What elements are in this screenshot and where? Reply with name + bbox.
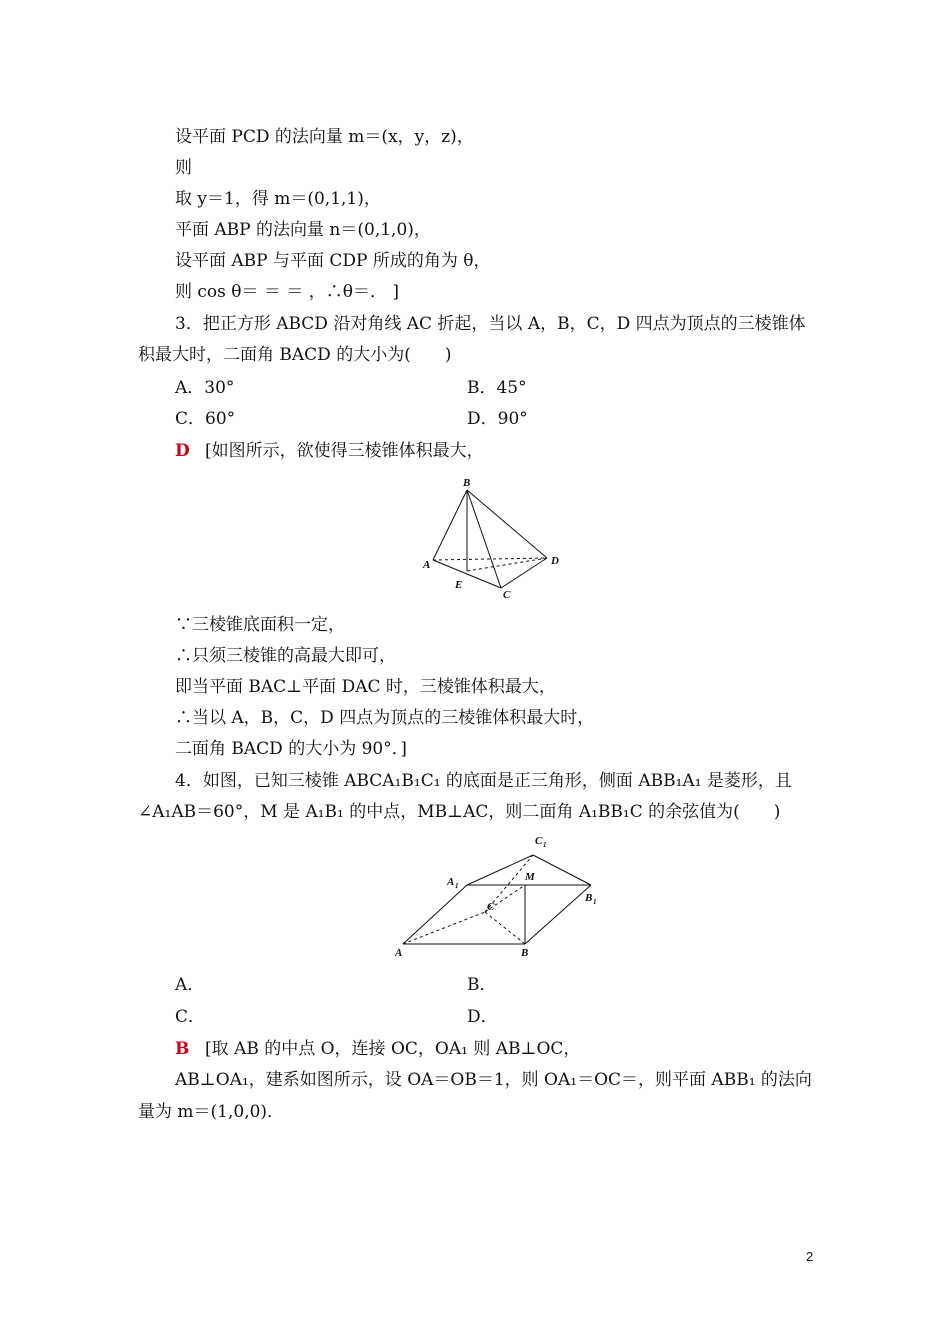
option-a: A．	[175, 975, 205, 995]
question-4-line-2: ∠A₁AB＝60°，M 是 A₁B₁ 的中点，MB⊥AC，则二面角 A₁BB₁C 的余弦值为( )	[138, 802, 781, 822]
label-b1: B	[585, 892, 593, 904]
label-e: E	[455, 579, 463, 591]
label-a1: A	[447, 876, 455, 888]
label-b: B	[521, 947, 529, 959]
pyramid-figure	[415, 474, 565, 602]
text-line: 设平面 PCD 的法向量 m＝(x，y，z)，	[175, 127, 474, 147]
label-a: A	[423, 559, 431, 571]
option-d: D．90°	[467, 409, 528, 429]
question-4-line-1: 4．如图，已知三棱锥 ABCA₁B₁C₁ 的底面是正三角形，侧面 ABB₁A₁ 是菱形，且	[175, 771, 792, 791]
text-line: ∴只须三棱锥的高最大即可，	[175, 646, 396, 666]
text-line: AB⊥OA₁，建系如图所示，设 OA＝OB＝1，则 OA₁＝OC＝，则平面 ABB₁ 的法向	[175, 1070, 812, 1090]
text-line: 取 y＝1，得 m＝(0,1,1)，	[175, 189, 381, 209]
text-line: 平面 ABP 的法向量 n＝(0,1,0)，	[175, 220, 431, 240]
label-a: A	[395, 947, 403, 959]
label-c1-sub: 1	[543, 841, 547, 849]
option-c: C．60°	[175, 409, 236, 429]
label-d: D	[551, 555, 559, 567]
text-line: 则	[175, 158, 192, 178]
answer-letter: B	[175, 1039, 190, 1059]
label-a1-sub: 1	[455, 882, 459, 890]
solution-text: [如图所示，欲使得三棱锥体积最大，	[205, 441, 484, 461]
answer-letter: D	[175, 441, 190, 461]
question-3-line-1: 3．把正方形 ABCD 沿对角线 AC 折起，当以 A，B，C，D 四点为顶点的三棱锥体	[175, 314, 806, 334]
text-line: 量为 m＝(1,0,0)．	[138, 1102, 285, 1122]
option-c: C．	[175, 1007, 206, 1027]
label-c1: C	[535, 835, 543, 847]
text-line: ∴当以 A，B，C，D 四点为顶点的三棱锥体积最大时，	[175, 708, 595, 728]
text-line: 则 cos θ＝ ＝ ＝ ，∴θ＝． ]	[175, 282, 400, 302]
label-m: M	[525, 871, 535, 883]
question-3-line-2: 积最大时，二面角 BACD 的大小为( )	[138, 345, 452, 365]
prism-figure	[385, 830, 610, 965]
option-d: D．	[467, 1007, 498, 1027]
option-b: B．45°	[467, 378, 527, 398]
text-line: 设平面 ABP 与平面 CDP 所成的角为 θ，	[175, 251, 491, 271]
text-line: 即当平面 BAC⊥平面 DAC 时，三棱锥体积最大，	[175, 677, 556, 697]
option-a: A．30°	[175, 378, 235, 398]
label-c: C	[487, 901, 495, 913]
label-b: B	[463, 477, 471, 489]
label-b1-sub: 1	[593, 898, 597, 906]
label-c: C	[503, 589, 511, 601]
text-line: 二面角 BACD 的大小为 90°．]	[175, 739, 407, 759]
text-line: ∵三棱锥底面积一定，	[175, 615, 345, 635]
page-number: 2	[806, 1249, 814, 1264]
option-b: B．	[467, 975, 497, 995]
solution-text: [取 AB 的中点 O，连接 OC，OA₁ 则 AB⊥OC，	[205, 1039, 581, 1059]
